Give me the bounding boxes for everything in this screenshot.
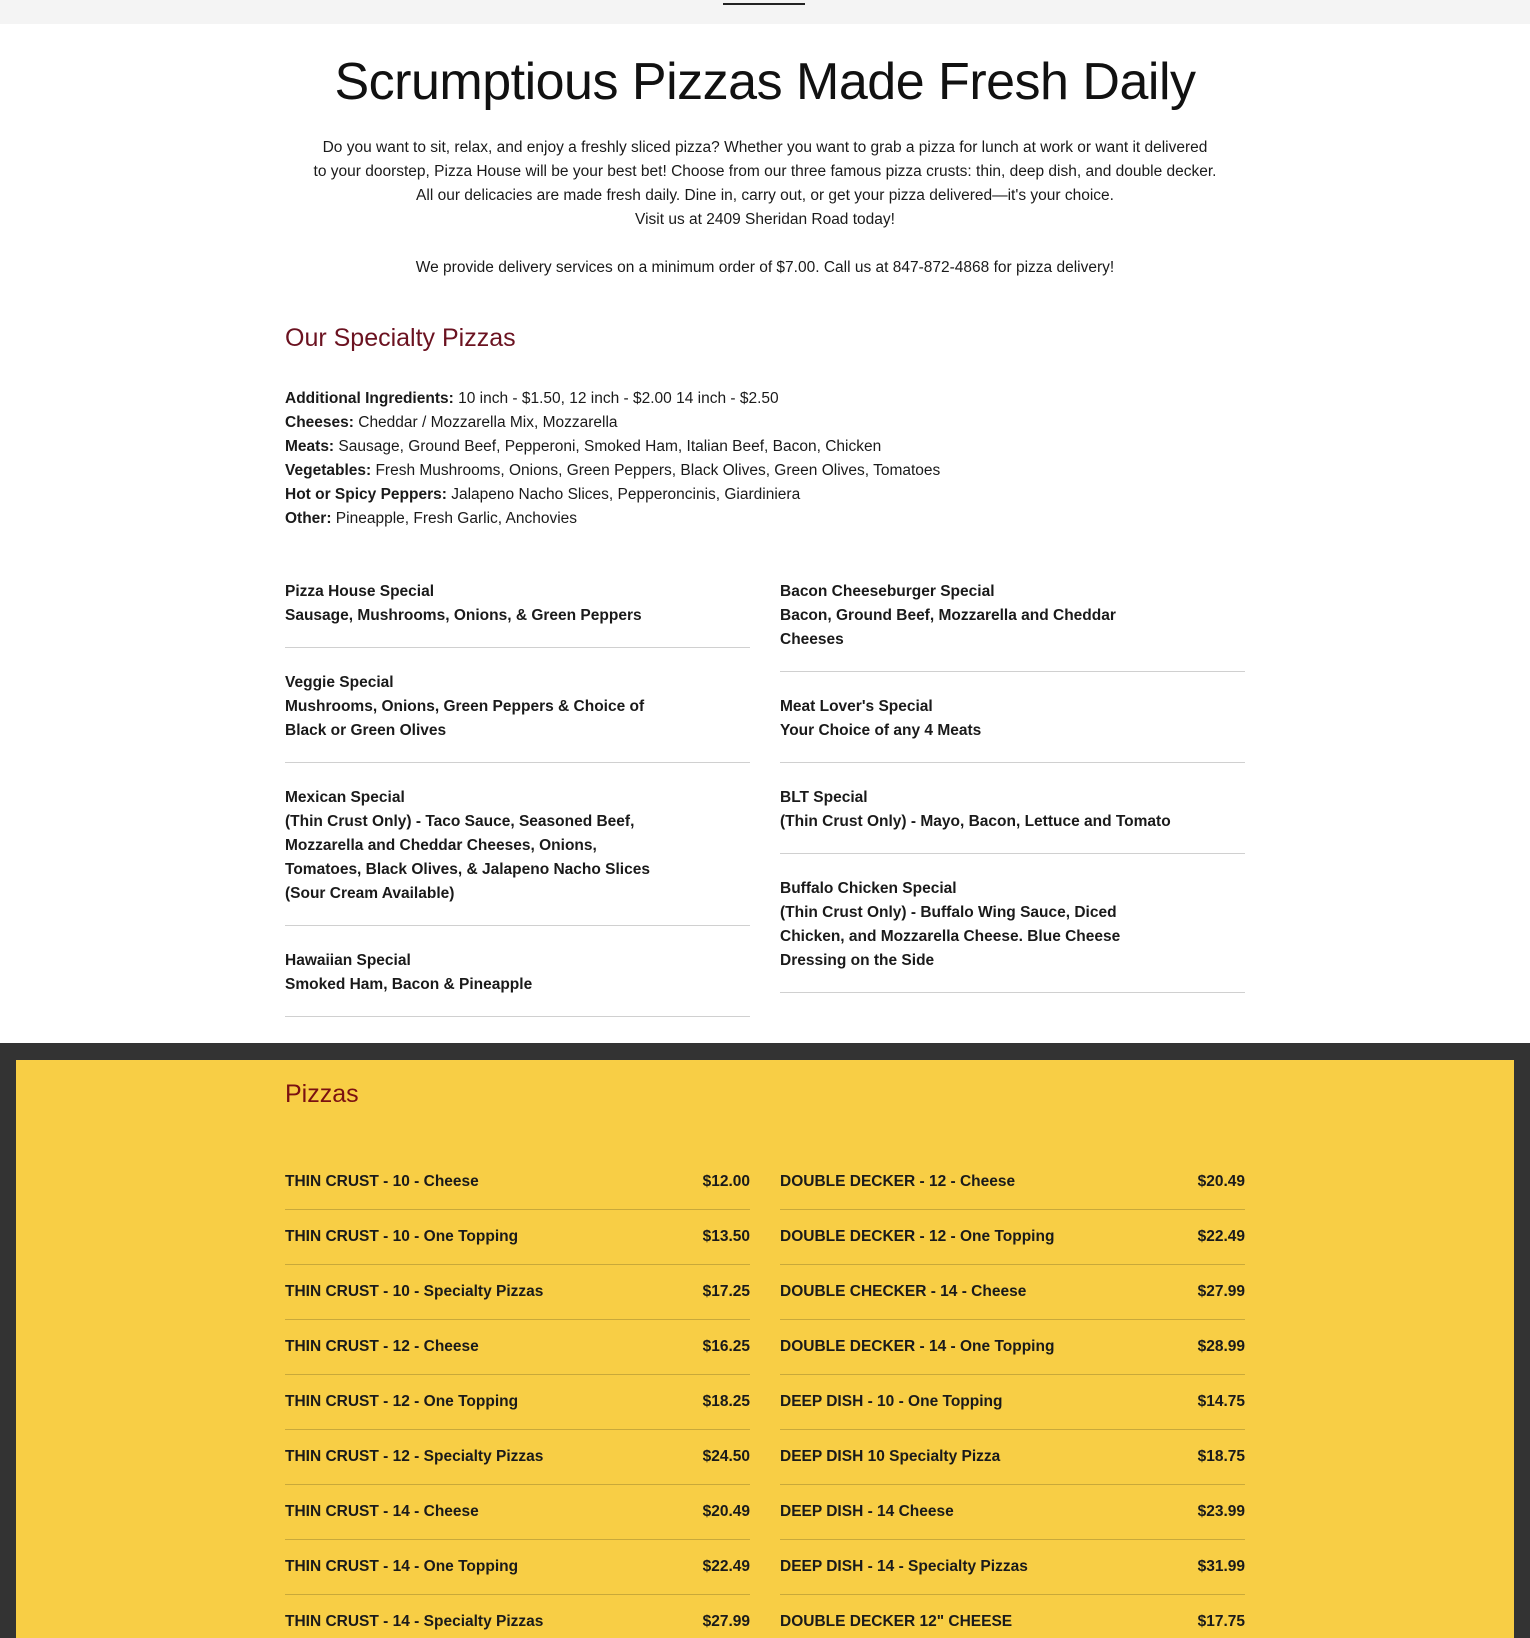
specialty-column-right <box>780 580 1245 1040</box>
specialty-name: Pizza House Special <box>285 583 435 600</box>
ingredient-value: Pineapple, Fresh Garlic, Anchovies <box>331 510 578 527</box>
ingredient-value: 10 inch - $1.50, 12 inch - $2.00 14 inch - $2.50 <box>453 390 779 407</box>
pizza-name: THIN CRUST - 12 - One Topping <box>285 1393 519 1410</box>
specialty-name: Mexican Special <box>285 789 405 806</box>
ingredient-value: Fresh Mushrooms, Onions, Green Peppers, Black Olives, Green Olives, Tomatoes <box>371 462 941 479</box>
pizza-price: $17.75 <box>1197 1613 1245 1630</box>
pizza-price: $27.99 <box>702 1613 750 1630</box>
pizza-name: DEEP DISH - 14 - Specialty Pizzas <box>780 1558 1028 1575</box>
pizza-name: THIN CRUST - 10 - Specialty Pizzas <box>285 1283 544 1300</box>
price-row <box>285 1265 750 1320</box>
pizza-name: DEEP DISH 10 Specialty Pizza <box>780 1448 1001 1465</box>
price-row <box>285 1210 750 1265</box>
ingredient-label: Vegetables: <box>285 462 372 479</box>
price-row <box>780 1155 1245 1210</box>
pizza-name: DOUBLE CHECKER - 14 - Cheese <box>780 1283 1027 1300</box>
ingredient-row <box>285 411 1245 435</box>
price-row <box>780 1485 1245 1540</box>
ingredient-label: Other: <box>285 510 332 527</box>
intro-line: Do you want to sit, relax, and enjoy a freshly sliced pizza? Whether you want to grab a pizza for lunch at work or want it delivered <box>322 139 1208 156</box>
price-row <box>780 1540 1245 1595</box>
price-row <box>780 1320 1245 1375</box>
pizza-price: $28.99 <box>1197 1338 1245 1355</box>
pizza-name: THIN CRUST - 10 - One Topping <box>285 1228 519 1245</box>
price-row <box>780 1430 1245 1485</box>
price-row <box>285 1485 750 1540</box>
pizza-name: DOUBLE DECKER - 12 - One Topping <box>780 1228 1055 1245</box>
specialty-name: Veggie Special <box>285 674 394 691</box>
pizza-price: $20.49 <box>1197 1173 1245 1190</box>
specialty-name: BLT Special <box>780 789 868 806</box>
price-row <box>780 1210 1245 1265</box>
intro-line: Visit us at 2409 Sheridan Road today! <box>635 211 895 228</box>
price-row <box>780 1265 1245 1320</box>
delivery-notice: We provide delivery services on a minimum order of $7.00. Call us at 847-872-4868 for pizza delivery! <box>415 259 1115 276</box>
price-row <box>285 1320 750 1375</box>
intro-line: All our delicacies are made fresh daily. Dine in, carry out, or get your pizza delivered—it's your choice. <box>416 187 1114 204</box>
specialty-desc: Bacon, Ground Beef, Mozzarella and Cheddar Cheeses <box>780 607 1116 648</box>
top-nav-bar <box>0 0 1530 24</box>
price-row <box>285 1155 750 1210</box>
specialty-item <box>780 695 1245 763</box>
pizza-name: THIN CRUST - 12 - Specialty Pizzas <box>285 1448 544 1465</box>
specialty-name: Hawaiian Special <box>285 952 411 969</box>
pizza-price: $16.25 <box>702 1338 750 1355</box>
pizza-price-list <box>285 1155 1245 1638</box>
specialty-item <box>780 786 1245 854</box>
pizza-name: THIN CRUST - 14 - One Topping <box>285 1558 519 1575</box>
specialty-desc: (Thin Crust Only) - Taco Sauce, Seasoned Beef, Mozzarella and Cheddar Cheeses, Onions, Tomatoes, Black Olives, & Jalapeno Nacho Slices (Sour Cream Available) <box>285 813 650 902</box>
pizza-name: DOUBLE DECKER - 12 - Cheese <box>780 1173 1016 1190</box>
pizza-price: $24.50 <box>702 1448 750 1465</box>
price-row <box>285 1540 750 1595</box>
specialty-desc: (Thin Crust Only) - Buffalo Wing Sauce, Diced Chicken, and Mozzarella Cheese. Blue Cheese Dressing on the Side <box>780 904 1121 969</box>
pizza-price: $22.49 <box>702 1558 750 1575</box>
pizza-price: $23.99 <box>1197 1503 1245 1520</box>
ingredient-label: Hot or Spicy Peppers: <box>285 486 447 503</box>
specialty-item <box>285 949 750 1017</box>
price-row <box>780 1375 1245 1430</box>
price-row <box>285 1430 750 1485</box>
ingredient-label: Additional Ingredients: <box>285 390 454 407</box>
price-column-right <box>780 1155 1245 1638</box>
specialty-item <box>285 580 750 648</box>
specialty-item <box>780 580 1245 672</box>
pizza-price: $13.50 <box>702 1228 750 1245</box>
pizza-price: $20.49 <box>702 1503 750 1520</box>
ingredient-label: Cheeses: <box>285 414 354 431</box>
specialty-desc: Smoked Ham, Bacon & Pineapple <box>285 976 533 993</box>
pizza-name: DOUBLE DECKER - 14 - One Topping <box>780 1338 1055 1355</box>
pizza-price: $22.49 <box>1197 1228 1245 1245</box>
intro-line: to your doorstep, Pizza House will be your best bet! Choose from our three famous pizza crusts: thin, deep dish, and double decker. <box>313 163 1217 180</box>
pizza-price: $27.99 <box>1197 1283 1245 1300</box>
specialty-name: Meat Lover's Special <box>780 698 933 715</box>
price-row <box>285 1595 750 1638</box>
pizza-price: $17.25 <box>702 1283 750 1300</box>
specialty-desc: Your Choice of any 4 Meats <box>780 722 982 739</box>
price-row <box>285 1375 750 1430</box>
specialty-item <box>285 786 750 926</box>
ingredient-row <box>285 435 1245 459</box>
ingredient-row <box>285 459 1245 483</box>
ingredient-value: Jalapeno Nacho Slices, Pepperoncinis, Giardiniera <box>446 486 801 503</box>
active-nav-indicator <box>723 3 805 5</box>
specialty-pizzas-grid <box>285 580 1245 1040</box>
ingredient-value: Sausage, Ground Beef, Pepperoni, Smoked Ham, Italian Beef, Bacon, Chicken <box>334 438 882 455</box>
ingredients-list <box>285 387 1245 531</box>
pizza-name: DEEP DISH - 10 - One Topping <box>780 1393 1003 1410</box>
pizzas-heading: Pizzas <box>285 1080 359 1108</box>
pizza-name: DOUBLE DECKER 12" CHEESE <box>780 1613 1013 1630</box>
ingredient-value: Cheddar / Mozzarella Mix, Mozzarella <box>353 414 618 431</box>
pizza-price: $31.99 <box>1197 1558 1245 1575</box>
ingredient-row <box>285 483 1245 507</box>
pizza-name: THIN CRUST - 10 - Cheese <box>285 1173 479 1190</box>
specialty-item <box>780 877 1245 993</box>
specialty-heading: Our Specialty Pizzas <box>285 324 516 352</box>
pizza-name: THIN CRUST - 14 - Cheese <box>285 1503 479 1520</box>
specialty-desc: (Thin Crust Only) - Mayo, Bacon, Lettuce and Tomato <box>780 813 1171 830</box>
pizza-price: $12.00 <box>702 1173 750 1190</box>
pizza-name: DEEP DISH - 14 Cheese <box>780 1503 954 1520</box>
specialty-desc: Sausage, Mushrooms, Onions, & Green Peppers <box>285 607 642 624</box>
pizza-price: $18.25 <box>702 1393 750 1410</box>
intro-text <box>265 136 1265 232</box>
price-row <box>780 1595 1245 1638</box>
price-column-left <box>285 1155 750 1638</box>
specialty-name: Bacon Cheeseburger Special <box>780 583 995 600</box>
ingredient-label: Meats: <box>285 438 335 455</box>
specialty-item <box>285 671 750 763</box>
pizza-price: $18.75 <box>1197 1448 1245 1465</box>
pizza-name: THIN CRUST - 14 - Specialty Pizzas <box>285 1613 544 1630</box>
specialty-desc: Mushrooms, Onions, Green Peppers & Choice of Black or Green Olives <box>285 698 645 739</box>
specialty-name: Buffalo Chicken Special <box>780 880 957 897</box>
ingredient-row <box>285 507 1245 531</box>
pizza-name: THIN CRUST - 12 - Cheese <box>285 1338 479 1355</box>
ingredient-row <box>285 387 1245 411</box>
specialty-column-left <box>285 580 750 1040</box>
pizza-price: $14.75 <box>1197 1393 1245 1410</box>
page-title: Scrumptious Pizzas Made Fresh Daily <box>334 53 1196 111</box>
